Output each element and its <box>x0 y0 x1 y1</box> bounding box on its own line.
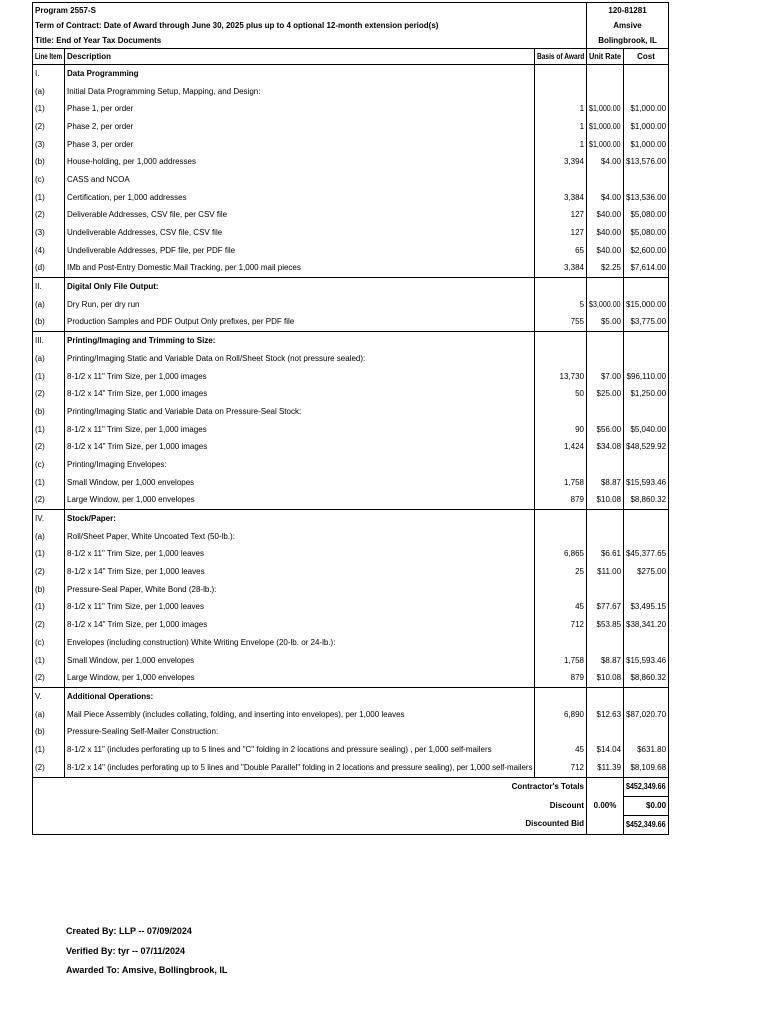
line-item-unit-rate: $11.00 <box>587 563 624 581</box>
line-item-number: V. <box>33 688 65 706</box>
line-item-description: Additional Operations: <box>65 688 535 706</box>
line-item-basis <box>535 634 587 652</box>
line-item-number: (3) <box>33 224 65 242</box>
line-item-cost: $1,000.00 <box>624 118 669 136</box>
line-item-row <box>33 100 669 118</box>
line-item-description: 8-1/2 x 14" Trim Size, per 1,000 images <box>65 616 535 634</box>
line-item-number: (2) <box>33 669 65 687</box>
line-item-description: Mail Piece Assembly (includes collating, folding, and inserting into envelopes), per 1,000 leaves <box>65 706 535 724</box>
line-item-unit-rate: $5.00 <box>587 314 624 332</box>
line-item-row <box>33 153 669 171</box>
line-item-unit-rate: $6.61 <box>587 546 624 564</box>
line-item-row <box>33 171 669 189</box>
line-item-description: House-holding, per 1,000 addresses <box>65 153 535 171</box>
line-item-number: (2) <box>33 385 65 403</box>
line-item-number: (a) <box>33 296 65 314</box>
line-item-cost: $1,000.00 <box>624 136 669 154</box>
contractor-totals-row <box>33 777 669 796</box>
signature-block <box>66 922 227 981</box>
line-item-unit-rate <box>587 171 624 189</box>
line-item-unit-rate: $2.25 <box>587 260 624 278</box>
line-item-number: (2) <box>33 492 65 510</box>
line-item-number: (c) <box>33 171 65 189</box>
line-item-basis: 1 <box>535 118 587 136</box>
line-item-cost <box>624 403 669 421</box>
line-item-cost <box>624 581 669 599</box>
line-item-cost: $8,860.32 <box>624 492 669 510</box>
line-item-basis: 6,890 <box>535 706 587 724</box>
line-item-description: Undeliverable Addresses, PDF file, per PDF file <box>65 242 535 260</box>
line-item-row <box>33 403 669 421</box>
header-row-2 <box>33 18 669 33</box>
line-item-cost: $45,377.65 <box>624 546 669 564</box>
line-item-number: (1) <box>33 741 65 759</box>
line-item-cost: $5,040.00 <box>624 421 669 439</box>
line-item-description: 8-1/2 x 11" (includes perforating up to 5 lines and "C" folding in 2 locations and pressure sealing) , per 1,000 self-mailers <box>65 741 535 759</box>
discounted-bid-label: Discounted Bid <box>33 815 587 834</box>
line-item-row <box>33 528 669 546</box>
line-item-description: Data Programming <box>65 65 535 83</box>
line-item-description: 8-1/2 x 11" Trim Size, per 1,000 leaves <box>65 546 535 564</box>
line-item-row <box>33 456 669 474</box>
vendor-location: Bolingbrook, IL <box>587 33 669 49</box>
line-item-cost: $38,341.20 <box>624 616 669 634</box>
line-item-row <box>33 634 669 652</box>
line-item-basis: 879 <box>535 492 587 510</box>
line-item-row <box>33 563 669 581</box>
line-item-cost <box>624 65 669 83</box>
created-by: Created By: LLP -- 07/09/2024 <box>66 926 192 936</box>
contractor-totals-label: Contractor's Totals <box>33 777 587 796</box>
line-item-unit-rate: $1,000.00 <box>587 136 624 154</box>
document-title: Title: End of Year Tax Documents <box>33 33 587 49</box>
line-item-number: (1) <box>33 421 65 439</box>
line-item-number: (b) <box>33 723 65 741</box>
line-item-row <box>33 189 669 207</box>
line-item-number: (2) <box>33 118 65 136</box>
awarded-to: Awarded To: Amsive, Bollingbrook, IL <box>66 965 228 975</box>
line-item-number: (1) <box>33 546 65 564</box>
line-item-basis: 712 <box>535 759 587 777</box>
line-item-row <box>33 599 669 617</box>
line-item-description: 8-1/2 x 14" Trim Size, per 1,000 leaves <box>65 563 535 581</box>
line-item-basis <box>535 403 587 421</box>
line-item-unit-rate <box>587 278 624 296</box>
line-item-number: (c) <box>33 634 65 652</box>
line-item-unit-rate: $77.67 <box>587 599 624 617</box>
line-item-cost <box>624 723 669 741</box>
line-item-unit-rate: $53.85 <box>587 616 624 634</box>
line-item-description: Phase 3, per order <box>65 136 535 154</box>
line-item-number: (c) <box>33 456 65 474</box>
line-item-cost <box>624 510 669 528</box>
line-item-unit-rate: $1,000.00 <box>587 100 624 118</box>
line-item-basis: 1,424 <box>535 438 587 456</box>
line-item-number: (2) <box>33 759 65 777</box>
line-item-unit-rate <box>587 65 624 83</box>
col-description: Description <box>65 49 535 65</box>
line-item-description: 8-1/2 x 14" Trim Size, per 1,000 images <box>65 385 535 403</box>
line-item-row <box>33 350 669 368</box>
col-line-item: Line Item <box>33 49 65 65</box>
line-item-cost: $2,600.00 <box>624 242 669 260</box>
line-item-description: IMb and Post-Entry Domestic Mail Tracking, per 1,000 mail pieces <box>65 260 535 278</box>
line-item-row <box>33 207 669 225</box>
bid-table <box>32 2 669 835</box>
line-item-cost: $13,576.00 <box>624 153 669 171</box>
line-item-basis <box>535 65 587 83</box>
line-item-description: Certification, per 1,000 addresses <box>65 189 535 207</box>
line-item-cost <box>624 634 669 652</box>
line-item-basis <box>535 456 587 474</box>
line-item-unit-rate: $14.04 <box>587 741 624 759</box>
line-item-basis: 127 <box>535 224 587 242</box>
line-item-number: III. <box>33 332 65 350</box>
line-item-description: Dry Run, per dry run <box>65 296 535 314</box>
col-basis: Basis of Award <box>535 49 587 65</box>
line-item-cost: $3,775.00 <box>624 314 669 332</box>
line-item-row <box>33 260 669 278</box>
line-item-basis: 3,384 <box>535 260 587 278</box>
line-item-number: (1) <box>33 474 65 492</box>
header-row-3 <box>33 33 669 49</box>
discount-label: Discount <box>33 796 587 815</box>
line-item-basis <box>535 723 587 741</box>
line-item-unit-rate <box>587 332 624 350</box>
line-item-row <box>33 224 669 242</box>
line-item-row <box>33 492 669 510</box>
line-item-description: Phase 1, per order <box>65 100 535 118</box>
column-header-row <box>33 49 669 65</box>
line-item-basis <box>535 528 587 546</box>
line-item-description: Small Window, per 1,000 envelopes <box>65 474 535 492</box>
line-item-unit-rate <box>587 723 624 741</box>
line-item-unit-rate: $25.00 <box>587 385 624 403</box>
line-item-number: (d) <box>33 260 65 278</box>
section-row <box>33 332 669 350</box>
line-item-unit-rate: $12.63 <box>587 706 624 724</box>
line-item-description: Printing/Imaging Envelopes: <box>65 456 535 474</box>
contract-term: Term of Contract: Date of Award through June 30, 2025 plus up to 4 optional 12-month extension period(s) <box>33 18 587 33</box>
line-item-unit-rate: $34.08 <box>587 438 624 456</box>
col-cost: Cost <box>624 49 669 65</box>
line-item-basis <box>535 510 587 528</box>
line-item-basis: 45 <box>535 599 587 617</box>
line-item-basis <box>535 278 587 296</box>
col-unit-rate: Unit Rate <box>587 49 624 65</box>
line-item-unit-rate: $1,000.00 <box>587 118 624 136</box>
line-item-row <box>33 669 669 687</box>
line-item-basis: 90 <box>535 421 587 439</box>
line-item-unit-rate <box>587 688 624 706</box>
line-item-description: 8-1/2 x 14" Trim Size, per 1,000 images <box>65 438 535 456</box>
line-item-unit-rate: $8.87 <box>587 474 624 492</box>
line-item-description: Printing/Imaging Static and Variable Data on Roll/Sheet Stock (not pressure sealed): <box>65 350 535 368</box>
line-item-number: (2) <box>33 207 65 225</box>
line-item-basis: 5 <box>535 296 587 314</box>
line-item-cost <box>624 528 669 546</box>
program-number: Program 2557-S <box>33 3 587 19</box>
line-item-number: (a) <box>33 528 65 546</box>
line-item-basis: 65 <box>535 242 587 260</box>
line-item-number: (1) <box>33 100 65 118</box>
line-item-description: Phase 2, per order <box>65 118 535 136</box>
line-item-row <box>33 314 669 332</box>
line-item-cost: $15,593.46 <box>624 474 669 492</box>
line-item-number: (1) <box>33 599 65 617</box>
line-item-cost <box>624 83 669 101</box>
line-item-number: (2) <box>33 438 65 456</box>
line-item-basis: 3,384 <box>535 189 587 207</box>
line-item-row <box>33 616 669 634</box>
line-item-basis: 45 <box>535 741 587 759</box>
line-item-cost <box>624 456 669 474</box>
line-item-number: (a) <box>33 350 65 368</box>
discounted-bid-row <box>33 815 669 834</box>
line-item-basis <box>535 171 587 189</box>
line-item-unit-rate: $56.00 <box>587 421 624 439</box>
vendor-name: Amsive <box>587 18 669 33</box>
line-item-basis: 879 <box>535 669 587 687</box>
line-item-unit-rate <box>587 528 624 546</box>
line-item-description: Small Window, per 1,000 envelopes <box>65 652 535 670</box>
line-item-unit-rate: $10.08 <box>587 492 624 510</box>
line-item-cost: $3,495.15 <box>624 599 669 617</box>
line-item-description: 8-1/2 x 11" Trim Size, per 1,000 images <box>65 421 535 439</box>
line-item-row <box>33 723 669 741</box>
line-item-unit-rate: $10.08 <box>587 669 624 687</box>
line-item-number: (a) <box>33 83 65 101</box>
line-item-number: (b) <box>33 153 65 171</box>
line-item-description: Initial Data Programming Setup, Mapping, and Design: <box>65 83 535 101</box>
line-item-row <box>33 136 669 154</box>
header-row-1 <box>33 3 669 19</box>
line-item-cost: $15,593.46 <box>624 652 669 670</box>
line-item-row <box>33 759 669 777</box>
discounted-bid-empty <box>587 815 624 834</box>
line-item-row <box>33 421 669 439</box>
line-item-basis <box>535 83 587 101</box>
line-item-unit-rate <box>587 350 624 368</box>
line-item-unit-rate <box>587 83 624 101</box>
line-item-description: Stock/Paper: <box>65 510 535 528</box>
line-item-cost: $275.00 <box>624 563 669 581</box>
discount-value: $0.00 <box>624 796 669 815</box>
discount-row <box>33 796 669 815</box>
line-item-description: Roll/Sheet Paper, White Uncoated Text (50-lb.): <box>65 528 535 546</box>
line-item-row <box>33 385 669 403</box>
line-items <box>33 65 669 778</box>
verified-by: Verified By: tyr -- 07/11/2024 <box>66 945 186 956</box>
line-item-description: Large Window, per 1,000 envelopes <box>65 492 535 510</box>
contract-number: 120-81281 <box>587 3 669 19</box>
line-item-cost: $1,250.00 <box>624 385 669 403</box>
line-item-number: IV. <box>33 510 65 528</box>
line-item-number: (b) <box>33 403 65 421</box>
line-item-description: 8-1/2 x 11" Trim Size, per 1,000 leaves <box>65 599 535 617</box>
line-item-number: I. <box>33 65 65 83</box>
line-item-cost <box>624 688 669 706</box>
line-item-description: CASS and NCOA <box>65 171 535 189</box>
line-item-row <box>33 296 669 314</box>
line-item-unit-rate <box>587 634 624 652</box>
line-item-row <box>33 83 669 101</box>
line-item-cost: $1,000.00 <box>624 100 669 118</box>
line-item-row <box>33 242 669 260</box>
line-item-description: Digital Only File Output: <box>65 278 535 296</box>
line-item-cost <box>624 278 669 296</box>
line-item-cost: $13,536.00 <box>624 189 669 207</box>
line-item-basis <box>535 332 587 350</box>
line-item-number: (1) <box>33 368 65 386</box>
line-item-row <box>33 474 669 492</box>
line-item-unit-rate <box>587 581 624 599</box>
line-item-basis: 6,865 <box>535 546 587 564</box>
line-item-number: (3) <box>33 136 65 154</box>
line-item-unit-rate: $40.00 <box>587 207 624 225</box>
line-item-number: (1) <box>33 189 65 207</box>
line-item-row <box>33 118 669 136</box>
line-item-cost: $96,110.00 <box>624 368 669 386</box>
line-item-basis: 50 <box>535 385 587 403</box>
line-item-cost: $8,109.68 <box>624 759 669 777</box>
line-item-description: Production Samples and PDF Output Only prefixes, per PDF file <box>65 314 535 332</box>
line-item-basis <box>535 581 587 599</box>
line-item-cost: $87,020.70 <box>624 706 669 724</box>
line-item-unit-rate: $8.87 <box>587 652 624 670</box>
line-item-unit-rate: $7.00 <box>587 368 624 386</box>
line-item-row <box>33 438 669 456</box>
line-item-basis: 1 <box>535 100 587 118</box>
line-item-cost: $48,529.92 <box>624 438 669 456</box>
line-item-unit-rate: $4.00 <box>587 153 624 171</box>
line-item-basis: 1,758 <box>535 652 587 670</box>
line-item-description: Envelopes (including construction) White Writing Envelope (20-lb. or 24-lb.): <box>65 634 535 652</box>
line-item-number: II. <box>33 278 65 296</box>
line-item-row <box>33 652 669 670</box>
line-item-basis <box>535 350 587 368</box>
line-item-basis: 1,758 <box>535 474 587 492</box>
line-item-unit-rate: $3,000.00 <box>587 296 624 314</box>
line-item-cost <box>624 171 669 189</box>
line-item-cost <box>624 332 669 350</box>
line-item-cost <box>624 350 669 368</box>
line-item-cost: $5,080.00 <box>624 207 669 225</box>
line-item-basis: 13,730 <box>535 368 587 386</box>
line-item-number: (a) <box>33 706 65 724</box>
line-item-row <box>33 368 669 386</box>
line-item-basis: 712 <box>535 616 587 634</box>
section-row <box>33 510 669 528</box>
line-item-basis: 1 <box>535 136 587 154</box>
section-row <box>33 688 669 706</box>
line-item-unit-rate <box>587 403 624 421</box>
line-item-basis: 3,394 <box>535 153 587 171</box>
discount-rate: 0.00% <box>587 796 624 815</box>
line-item-unit-rate <box>587 456 624 474</box>
line-item-unit-rate: $40.00 <box>587 224 624 242</box>
line-item-description: Pressure-Sealing Self-Mailer Construction: <box>65 723 535 741</box>
contractor-totals-empty <box>587 777 624 796</box>
line-item-number: (4) <box>33 242 65 260</box>
line-item-basis: 755 <box>535 314 587 332</box>
line-item-cost: $631.80 <box>624 741 669 759</box>
line-item-row <box>33 546 669 564</box>
line-item-unit-rate: $40.00 <box>587 242 624 260</box>
line-item-description: Deliverable Addresses, CSV file, per CSV file <box>65 207 535 225</box>
line-item-cost: $8,860.32 <box>624 669 669 687</box>
line-item-unit-rate: $11.39 <box>587 759 624 777</box>
contractor-totals-value: $452,349.66 <box>624 777 669 796</box>
line-item-number: (2) <box>33 563 65 581</box>
line-item-number: (1) <box>33 652 65 670</box>
line-item-description: Printing/Imaging Static and Variable Data on Pressure-Seal Stock: <box>65 403 535 421</box>
line-item-number: (2) <box>33 616 65 634</box>
section-row <box>33 278 669 296</box>
line-item-cost: $7,614.00 <box>624 260 669 278</box>
line-item-description: Undeliverable Addresses, CSV file, CSV file <box>65 224 535 242</box>
bid-tabulation-sheet <box>32 2 667 835</box>
line-item-basis: 25 <box>535 563 587 581</box>
line-item-unit-rate: $4.00 <box>587 189 624 207</box>
line-item-unit-rate <box>587 510 624 528</box>
line-item-number: (b) <box>33 581 65 599</box>
line-item-number: (b) <box>33 314 65 332</box>
line-item-row <box>33 581 669 599</box>
line-item-basis <box>535 688 587 706</box>
line-item-row <box>33 741 669 759</box>
line-item-description: Pressure-Seal Paper, White Bond (28-lb.): <box>65 581 535 599</box>
line-item-description: Printing/Imaging and Trimming to Size: <box>65 332 535 350</box>
line-item-cost: $5,080.00 <box>624 224 669 242</box>
line-item-description: Large Window, per 1,000 envelopes <box>65 669 535 687</box>
discounted-bid-value: $452,349.66 <box>624 815 669 834</box>
line-item-row <box>33 706 669 724</box>
line-item-description: 8-1/2 x 11" Trim Size, per 1,000 images <box>65 368 535 386</box>
section-row <box>33 65 669 83</box>
line-item-cost: $15,000.00 <box>624 296 669 314</box>
line-item-description: 8-1/2 x 14" (includes perforating up to 5 lines and "Double Parallel" folding in 2 locations and pressure sealing), per 1,000 self-mailers <box>65 759 535 777</box>
line-item-basis: 127 <box>535 207 587 225</box>
